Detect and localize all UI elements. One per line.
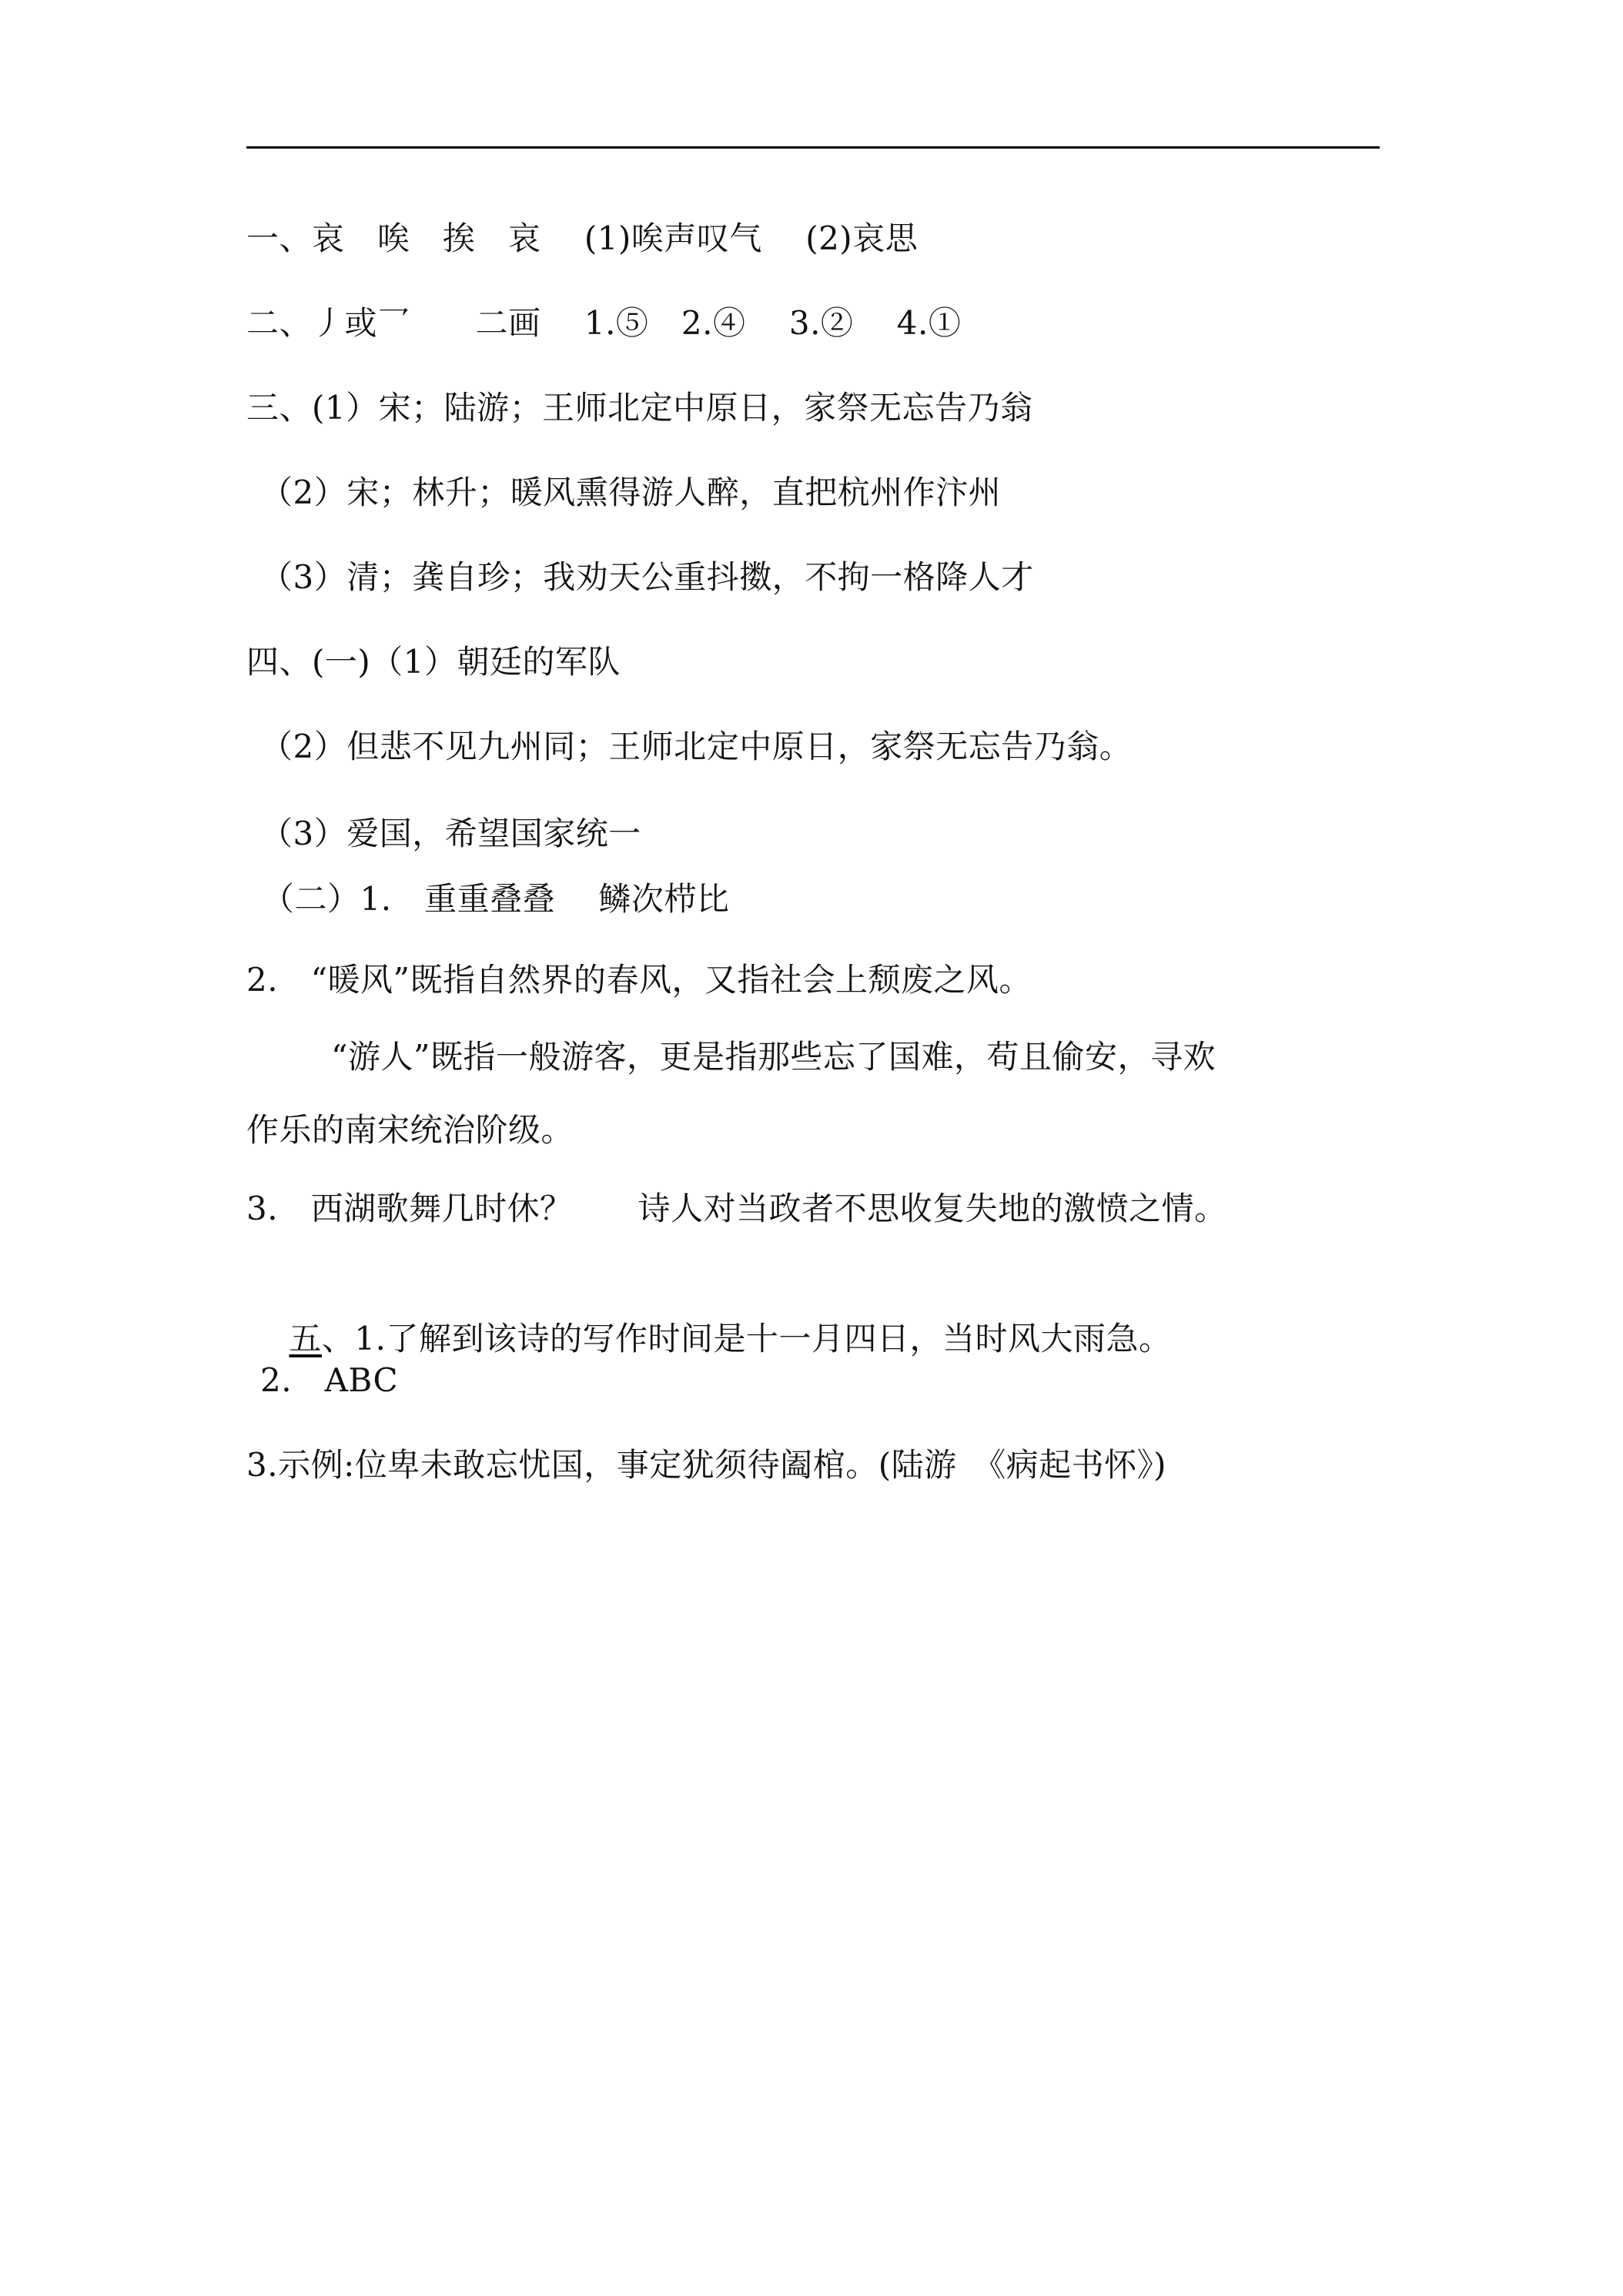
answer-section-5-item-3: 3.示例:位卑未敢忘忧国，事定犹须待阖棺。(陆游 《病起书怀》) bbox=[246, 1446, 1166, 1484]
answer-section-4-part-1-item-3: （3）爱国，希望国家统一 bbox=[260, 815, 641, 852]
answer-section-4-part-2-item-3: 3. 西湖歌舞几时休？ 诗人对当政者不思收复失地的激愤之情。 bbox=[246, 1190, 1227, 1227]
section-5-item-1-text: 、1.了解到该诗的写作时间是十一月四日，当时风大雨急。 bbox=[321, 1320, 1172, 1357]
answer-section-4-part-1-item-2: （2）但悲不见九州同；王师北定中原日，家祭无忘告乃翁。 bbox=[260, 728, 1133, 765]
answer-section-1: 一、哀 唉 挨 哀 (1)唉声叹气 (2)哀思 bbox=[246, 219, 919, 257]
answer-section-4-part-2-item-2-continued: “游人”既指一般游客，更是指那些忘了国难，苟且偷安，寻欢 bbox=[331, 1038, 1216, 1076]
answer-section-3-item-2: （2）宋；林升；暖风熏得游人醉，直把杭州作汴州 bbox=[260, 474, 1002, 511]
answer-section-4-part-2-item-2-end: 作乐的南宋统治阶级。 bbox=[246, 1111, 574, 1149]
answer-section-4-part-2-item-2: 2. “暖风”既指自然界的春风，又指社会上颓废之风。 bbox=[246, 961, 1032, 999]
header-rule bbox=[246, 146, 1380, 149]
answer-section-2: 二、丿或乛 二画 1.⑤ 2.④ 3.② 4.① bbox=[246, 304, 962, 342]
answer-section-4-part-1-item-1: 四、(一)（1）朝廷的军队 bbox=[246, 643, 621, 681]
answer-section-5-item-2: 2. ABC bbox=[260, 1361, 399, 1399]
answer-section-3-item-3: （3）清；龚自珍；我劝天公重抖擞，不拘一格降人才 bbox=[260, 558, 1034, 596]
answer-section-4-part-2-item-1: （二）1. 重重叠叠 鳞次栉比 bbox=[262, 880, 730, 918]
section-5-numeral: 五 bbox=[289, 1320, 322, 1357]
answer-section-3-item-1: 三、(1）宋；陆游；王师北定中原日，家祭无忘告乃翁 bbox=[246, 389, 1033, 427]
